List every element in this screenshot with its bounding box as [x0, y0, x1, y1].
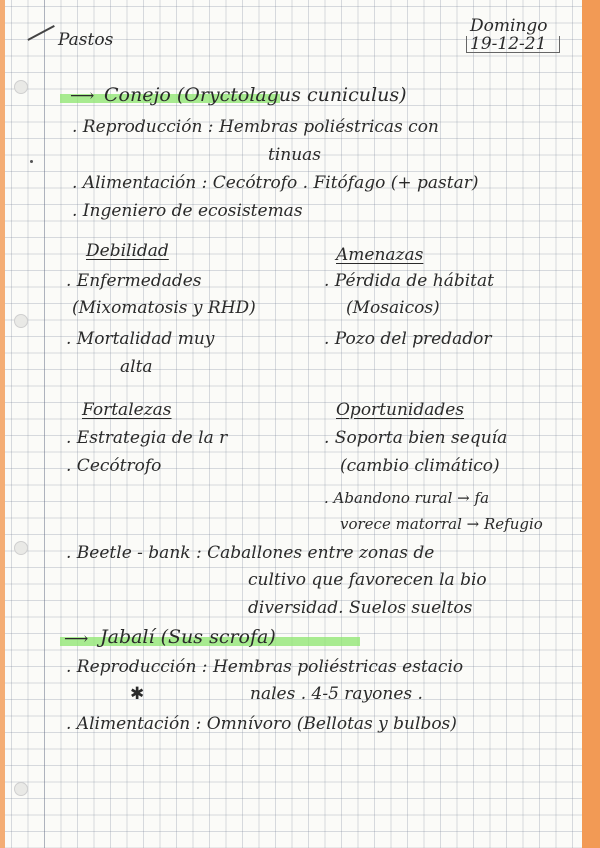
conejo-reproduccion: . Reproducción : Hembras poliéstricas con: [72, 117, 439, 137]
debilidad-item: alta: [120, 357, 153, 377]
beetle-bank-cont: diversidad. Suelos sueltos: [248, 598, 473, 618]
beetle-bank: . Beetle - bank : Caballones entre zonas de: [66, 543, 435, 563]
jabali-reproduccion: . Reproducción : Hembras poliéstricas estacio: [66, 657, 464, 677]
fortalezas-title: Fortalezas: [82, 400, 172, 420]
oportunidades-item: vorece matorral → Refugio: [340, 515, 543, 533]
conejo-reproduccion-cont: tinuas: [268, 145, 322, 165]
beetle-bank-cont: cultivo que favorecen la bio: [248, 570, 487, 590]
oportunidades-item: (cambio climático): [340, 456, 500, 476]
ink-dot: [30, 160, 33, 163]
fortalezas-item: . Estrategia de la r: [66, 428, 228, 448]
amenazas-item: . Pozo del predador: [324, 329, 492, 349]
arrow-icon: ⟶: [64, 629, 89, 649]
binder-hole: [14, 80, 28, 94]
conejo-alimentacion: . Alimentación : Cecótrofo . Fitófago (+ pastar): [72, 173, 479, 193]
header-day: Domingo: [470, 16, 548, 36]
oportunidades-title: Oportunidades: [336, 400, 465, 420]
section-heading-jabali: Jabalí (Sus scrofa): [100, 626, 276, 648]
asterisk-icon: ✱: [130, 684, 145, 704]
arrow-icon: ⟶: [70, 86, 95, 106]
header-date: 19-12-21: [470, 34, 547, 54]
debilidad-item: . Mortalidad muy: [66, 329, 215, 349]
jabali-reproduccion-cont: nales . 4-5 rayones .: [250, 684, 423, 704]
section-heading-conejo: Conejo (Oryctolagus cuniculus): [104, 84, 407, 106]
margin-line: [44, 0, 45, 848]
debilidad-title: Debilidad: [86, 241, 169, 261]
conejo-ingeniero: . Ingeniero de ecosistemas: [72, 201, 303, 221]
amenazas-item: . Pérdida de hábitat: [324, 271, 494, 291]
binder-hole: [14, 541, 28, 555]
binder-hole: [14, 314, 28, 328]
title-slash-mark: [27, 25, 54, 40]
binder-hole: [14, 782, 28, 796]
amenazas-title: Amenazas: [336, 245, 424, 265]
jabali-alimentacion: . Alimentación : Omnívoro (Bellotas y bulbos): [66, 714, 457, 734]
amenazas-item: (Mosaicos): [346, 298, 440, 318]
oportunidades-item: . Soporta bien sequía: [324, 428, 508, 448]
oportunidades-item: . Abandono rural → fa: [324, 489, 490, 507]
debilidad-item: . Enfermedades: [66, 271, 202, 291]
debilidad-item: (Mixomatosis y RHD): [72, 298, 256, 318]
page-title: Pastos: [58, 30, 114, 50]
page-edge-left: [0, 0, 5, 848]
fortalezas-item: . Cecótrofo: [66, 456, 162, 476]
page-edge-right: [582, 0, 600, 848]
